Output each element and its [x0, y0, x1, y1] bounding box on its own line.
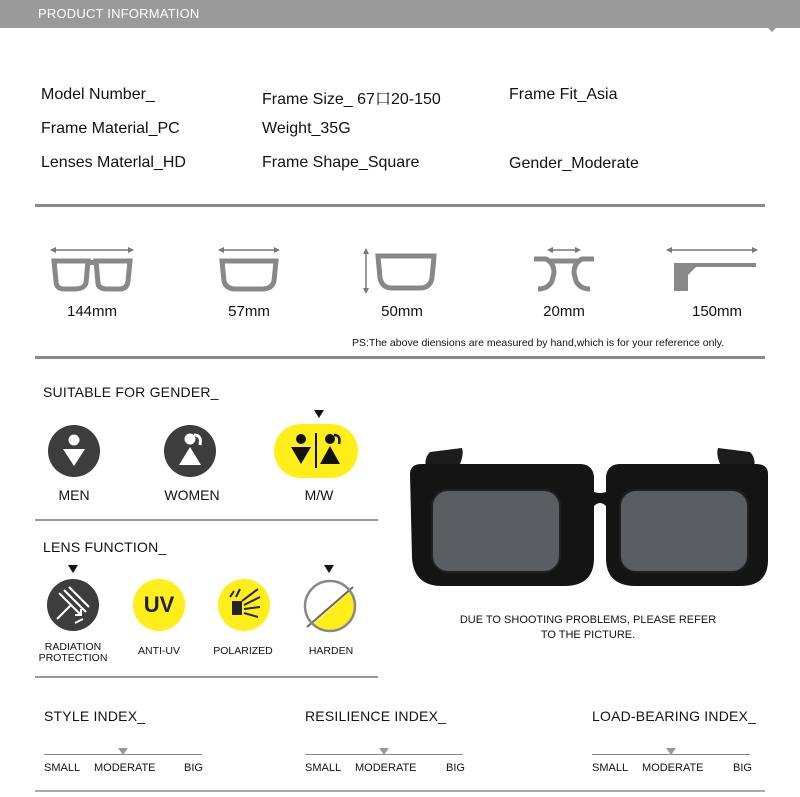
uv-icon [133, 579, 185, 631]
lens-width-icon [218, 245, 280, 293]
scale-moderate: MODERATE [642, 762, 704, 774]
load-bearing-index-scale [592, 748, 750, 788]
female-icon [164, 425, 216, 477]
harden-icon [303, 579, 357, 633]
dimension-value: 150mm [691, 303, 743, 320]
gender-label-men: MEN [58, 487, 90, 503]
lens-height-icon [360, 248, 440, 296]
lens-section-title: LENS FUNCTION_ [43, 539, 167, 555]
header-notch [762, 22, 782, 32]
spec-model-number: Model Number_ [41, 86, 155, 103]
lens-label-harden: HARDEN [308, 645, 354, 657]
unisex-icon [274, 424, 358, 478]
spec-frame-fit: Frame Fit_Asia [509, 86, 618, 103]
divider [35, 519, 378, 521]
lens-label-line1: RADIATION [44, 641, 102, 653]
header-title: PRODUCT INFORMATION [38, 6, 200, 21]
scale-marker [666, 748, 676, 755]
dimension-value: 50mm [381, 303, 423, 320]
radiation-protection-icon [47, 579, 99, 631]
scale-moderate: MODERATE [355, 762, 417, 774]
product-caption [458, 613, 718, 643]
spec-gender: Gender_Moderate [509, 155, 639, 172]
dimension-value: 144mm [66, 303, 118, 320]
gender-section-title: SUITABLE FOR GENDER_ [43, 384, 219, 400]
spec-frame-material: Frame Material_PC [41, 120, 180, 137]
scale-big: BIG [184, 762, 203, 774]
lens-label-polarized: POLARIZED [213, 645, 273, 657]
dimensions-note: PS:The above diensions are measured by hand,which is for your reference only. [352, 337, 725, 349]
style-index-title: STYLE INDEX_ [44, 708, 146, 724]
scale-small: SMALL [44, 762, 81, 774]
scale-small: SMALL [592, 762, 629, 774]
dimension-value: 57mm [228, 303, 270, 320]
scale-big: BIG [446, 762, 465, 774]
scale-small: SMALL [305, 762, 342, 774]
bridge-width-icon [532, 245, 596, 295]
divider [35, 204, 765, 207]
scale-marker [379, 748, 389, 755]
resilience-index-scale [305, 748, 463, 788]
scale-big: BIG [733, 762, 752, 774]
selected-indicator [324, 565, 334, 573]
uv-icon-text: UV [143, 592, 175, 617]
style-index-scale [44, 748, 202, 788]
spec-weight: Weight_35G [262, 120, 351, 137]
resilience-index-title: RESILIENCE INDEX_ [305, 708, 447, 724]
load-bearing-index-title: LOAD-BEARING INDEX_ [592, 708, 757, 724]
spec-frame-shape: Frame Shape_Square [262, 154, 420, 171]
scale-marker [118, 748, 128, 755]
divider [35, 356, 765, 359]
sunglasses-image [400, 440, 780, 600]
polarized-icon [218, 579, 270, 631]
selected-indicator [68, 565, 78, 573]
scale-moderate: MODERATE [94, 762, 156, 774]
divider [35, 676, 378, 678]
lens-label-anti-uv: ANTI-UV [138, 645, 180, 657]
spec-lenses-material: Lenses Materlal_HD [41, 154, 186, 171]
spec-frame-size: Frame Size_ 67口20-150 [262, 91, 441, 108]
selected-indicator [314, 410, 324, 418]
divider [35, 790, 765, 792]
temple-length-icon [666, 245, 758, 293]
product-caption-line2: TO THE PICTURE. [540, 629, 636, 641]
male-icon [48, 425, 100, 477]
dimension-value: 20mm [543, 303, 585, 320]
gender-label-mw: M/W [304, 487, 334, 503]
lens-label-line2: PROTECTION [38, 652, 108, 664]
frame-width-icon [50, 245, 134, 293]
product-caption-line1: DUE TO SHOOTING PROBLEMS, PLEASE REFER [459, 614, 717, 626]
lens-label-radiation [23, 642, 123, 664]
gender-label-women: WOMEN [164, 487, 220, 503]
